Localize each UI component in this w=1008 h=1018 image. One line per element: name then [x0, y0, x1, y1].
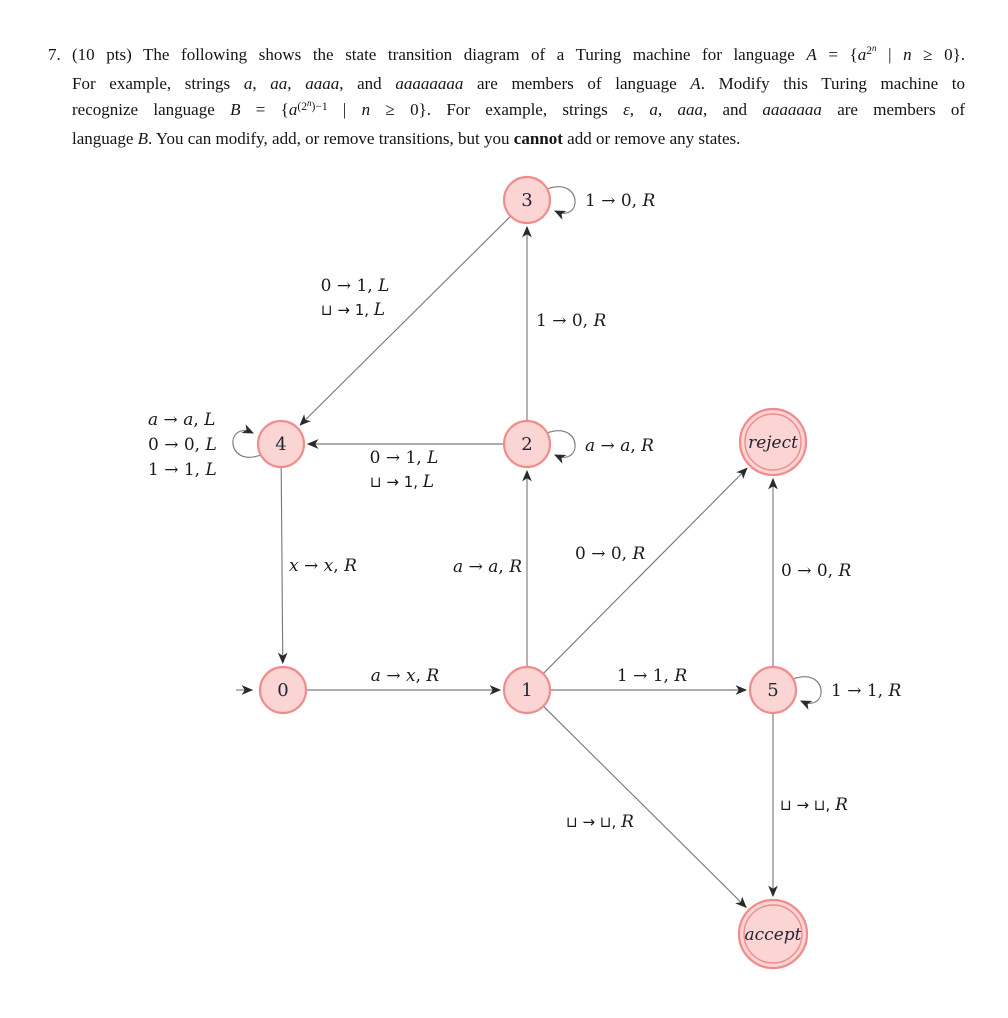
text-segment: a	[649, 100, 658, 120]
self-loop-label-3: 1 → 0, R	[585, 191, 656, 211]
text-segment: (10 pts) The following shows the state transition diagram of a Turing machine for language	[72, 45, 807, 64]
transition-label-3-4: 0 → 1, L	[320, 276, 390, 296]
text-segment: , and	[339, 73, 396, 93]
state-2	[504, 421, 550, 467]
labels-layer	[148, 191, 902, 832]
text-segment: . Modify this Turing machine to	[700, 73, 966, 93]
state-label-1: 1	[521, 680, 533, 701]
text-segment: recognize language	[72, 100, 231, 120]
state-label-3: 3	[521, 190, 533, 211]
self-loop-2	[547, 431, 575, 458]
text-segment: cannot	[513, 128, 563, 148]
text-segment: ≥ 0}.	[911, 45, 966, 64]
self-loop-4	[233, 431, 261, 458]
text-segment: = {	[240, 100, 289, 120]
state-reject	[740, 409, 806, 475]
state-0	[236, 667, 306, 713]
state-accept	[739, 900, 807, 968]
transition-edge-3-4	[300, 216, 511, 425]
text-segment: aaa	[677, 100, 703, 120]
text-segment: ε	[623, 100, 630, 120]
text-segment: ,	[252, 73, 271, 93]
text-segment: aaaa	[305, 73, 340, 93]
text-segment: n	[872, 43, 877, 54]
text-segment: add or remove any states.	[562, 128, 741, 148]
text-segment: $a^{2^n}$	[857, 43, 877, 64]
state-label-2: 2	[521, 434, 533, 455]
transition-edge-4-0	[281, 467, 283, 663]
transition-label-5-reject: 0 → 0, R	[781, 561, 852, 581]
self-loop-3	[547, 187, 575, 214]
text-segment: )−1	[311, 99, 328, 113]
state-label-reject: reject	[748, 433, 798, 453]
text-segment: a	[243, 73, 253, 93]
transition-label-1-5: 1 → 1, R	[616, 666, 688, 686]
text-segment: . You can modify, add, or remove transitions, but you	[148, 128, 514, 148]
text-segment: n	[306, 98, 312, 109]
transition-label-2-4: 0 → 1, L	[369, 448, 439, 468]
text-segment: language	[72, 128, 138, 148]
text-segment: (2$^n$	[297, 98, 312, 113]
text-segment: For example, strings	[72, 73, 244, 93]
state-label-accept: accept	[744, 925, 802, 945]
state-label-5: 5	[767, 680, 779, 701]
state-1	[504, 667, 550, 713]
state-5	[750, 667, 796, 713]
transition-label-3-4: ⊔ → 1, L	[320, 300, 386, 320]
text-segment: $a^{(2^n)-1}$	[288, 98, 328, 120]
text-segment: aaaaaaaa	[395, 73, 464, 93]
state-3	[504, 177, 550, 223]
text-segment: A	[690, 73, 701, 93]
text-segment: , and	[702, 100, 763, 120]
transition-label-1-accept: ⊔ → ⊔, R	[566, 812, 634, 832]
self-loop-label-2: a → a, R	[585, 436, 654, 456]
text-segment: 2n	[866, 43, 877, 58]
text-segment: ,	[287, 73, 306, 93]
transition-label-2-4: ⊔ → 1, L	[369, 472, 435, 492]
problem-number: 7.	[48, 45, 61, 64]
self-loop-5	[793, 677, 821, 704]
transition-label-1-2: a → a, R	[453, 557, 522, 577]
self-loop-label-4: 1 → 1, L	[148, 460, 217, 480]
text-segment: ,	[657, 100, 678, 120]
transition-label-4-0: x → x, R	[289, 556, 357, 576]
state-label-0: 0	[277, 680, 289, 701]
text-segment: ≥ 0}. For example, strings	[370, 100, 624, 120]
transition-label-2-3: 1 → 0, R	[536, 311, 607, 331]
text-segment: A	[806, 45, 817, 64]
self-loop-label-4: 0 → 0, L	[148, 435, 217, 455]
self-loop-label-5: 1 → 1, R	[831, 681, 902, 701]
self-loop-label-4: a → a, L	[148, 410, 216, 430]
transition-label-0-1: a → x, R	[370, 666, 440, 686]
text-segment: aaaaaaa	[762, 100, 822, 120]
state-label-4: 4	[275, 434, 287, 455]
transition-label-5-accept: ⊔ → ⊔, R	[780, 795, 848, 815]
text-segment: are members of language	[463, 73, 691, 93]
text-segment: |	[327, 100, 362, 120]
transition-edge-1-reject	[543, 468, 747, 673]
text-segment: |	[876, 45, 904, 64]
transition-label-1-reject: 0 → 0, R	[575, 544, 646, 564]
text-segment: = {	[816, 45, 858, 64]
text-segment: n	[903, 45, 912, 64]
state-4	[258, 421, 304, 467]
text-segment: n	[361, 100, 371, 120]
text-segment: aa	[270, 73, 288, 93]
transition-edge-1-accept	[543, 706, 746, 907]
text-segment: B	[137, 128, 148, 148]
text-segment: B	[230, 100, 241, 120]
text-segment: ,	[629, 100, 650, 120]
text-segment: are members of	[821, 100, 966, 120]
